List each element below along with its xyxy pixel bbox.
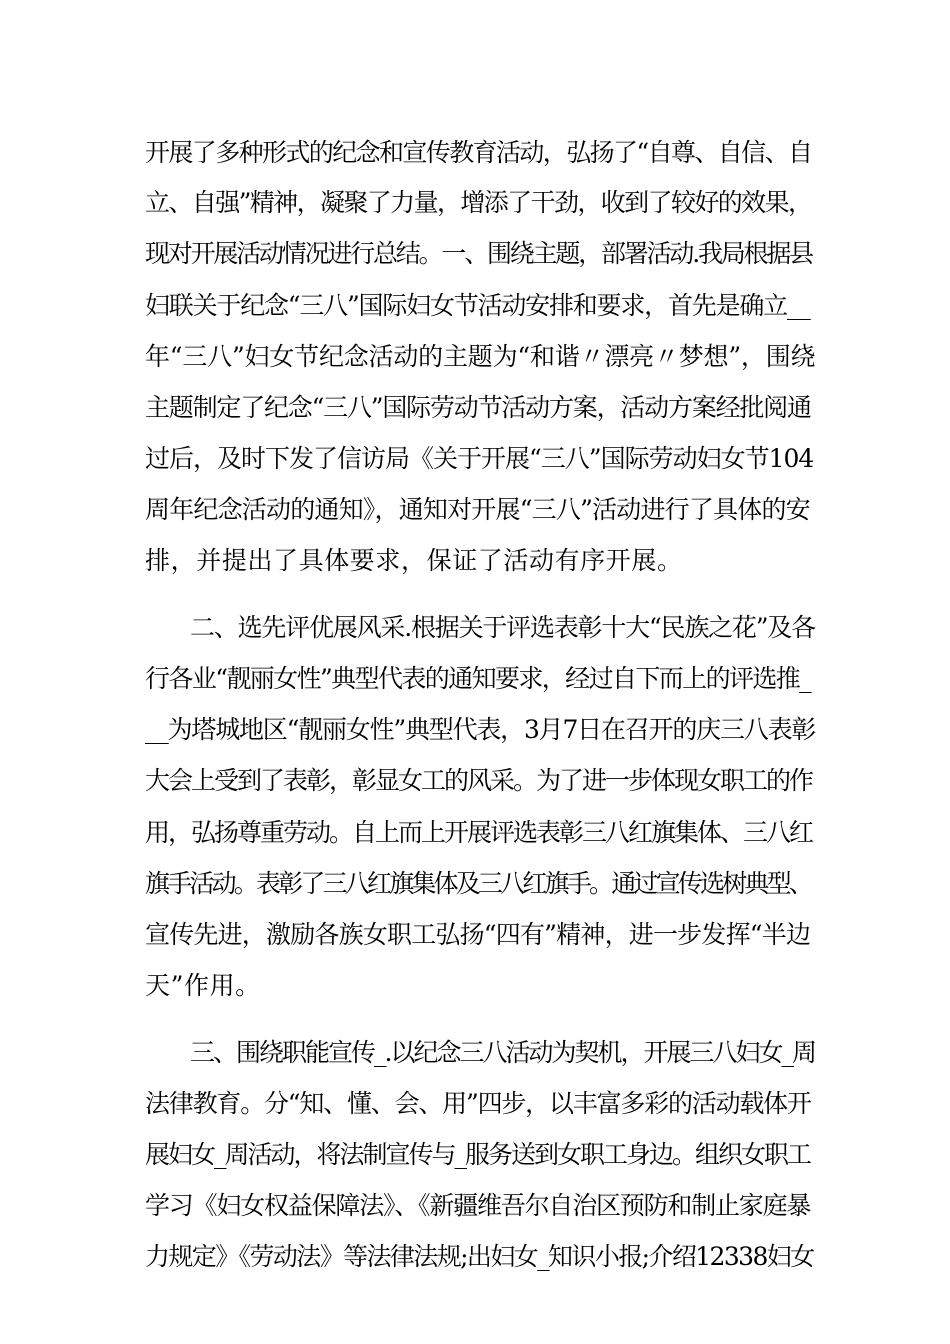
text-line: 立、自强”精神，凝聚了力量，增添了干劲，收到了较好的效果， [145,188,812,217]
text-line: 二、选先评优展风采.根据关于评选表彰十大“民族之花”及各 [190,613,815,642]
text-line: 大会上受到了表彰，彰显女工的风采。为了进一步体现女职工的作 [145,766,813,795]
text-line: 旗手活动。表彰了三八红旗集体及三八红旗手。通过宣传选树典型、 [145,869,812,898]
text-line: 法律教育。分“知、懂、会、用”四步，以丰富多彩的活动载体开 [145,1089,811,1118]
text-line: 妇联关于纪念“三八”国际妇女节活动安排和要求，首先是确立__ [145,291,810,320]
text-line: 过后，及时下发了信访局《关于开展“三八”国际劳动妇女节104 [145,444,814,473]
text-line: 三、围绕职能宣传_.以纪念三八活动为契机，开展三八妇女_周 [190,1038,815,1067]
text-line: 主题制定了纪念“三八”国际劳动节活动方案，活动方案经批阅通 [145,393,811,422]
text-line: 用，弘扬尊重劳动。自上而上开展评选表彰三八红旗集体、三八红 [145,818,813,847]
text-line: 行各业“靓丽女性”典型代表的通知要求，经过自下而上的评选推_ [145,664,811,693]
text-line: __为塔城地区“靓丽女性”典型代表，3月7日在召开的庆三八表彰 [145,715,816,744]
text-line: 现对开展活动情况进行总结。一、围绕主题，部署活动.我局根据县 [145,239,812,268]
text-line: 年“三八”妇女节纪念活动的主题为“和谐〃漂亮〃梦想”，围绕 [145,342,816,371]
text-line: 力规定》《劳动法》等法律法规;出妇女_知识小报;介绍12338妇女 [145,1242,814,1271]
text-line: 开展了多种形式的纪念和宣传教育活动，弘扬了“自尊、自信、自 [145,138,812,167]
text-line: 周年纪念活动的通知》，通知对开展“三八”活动进行了具体的安 [145,495,810,524]
text-line: 排，并提出了具体要求，保证了活动有序开展。 [145,546,683,575]
text-line: 宣传先进，激励各族女职工弘扬“四有”精神，进一步发挥“半边 [145,920,811,949]
text-line: 天”作用。 [145,971,261,1000]
text-line: 学习《妇女权益保障法》、《新疆维吾尔自治区预防和制止家庭暴 [145,1191,811,1220]
text-line: 展妇女_周活动，将法制宣传与_服务送到女职工身边。组织女职工 [145,1140,811,1169]
